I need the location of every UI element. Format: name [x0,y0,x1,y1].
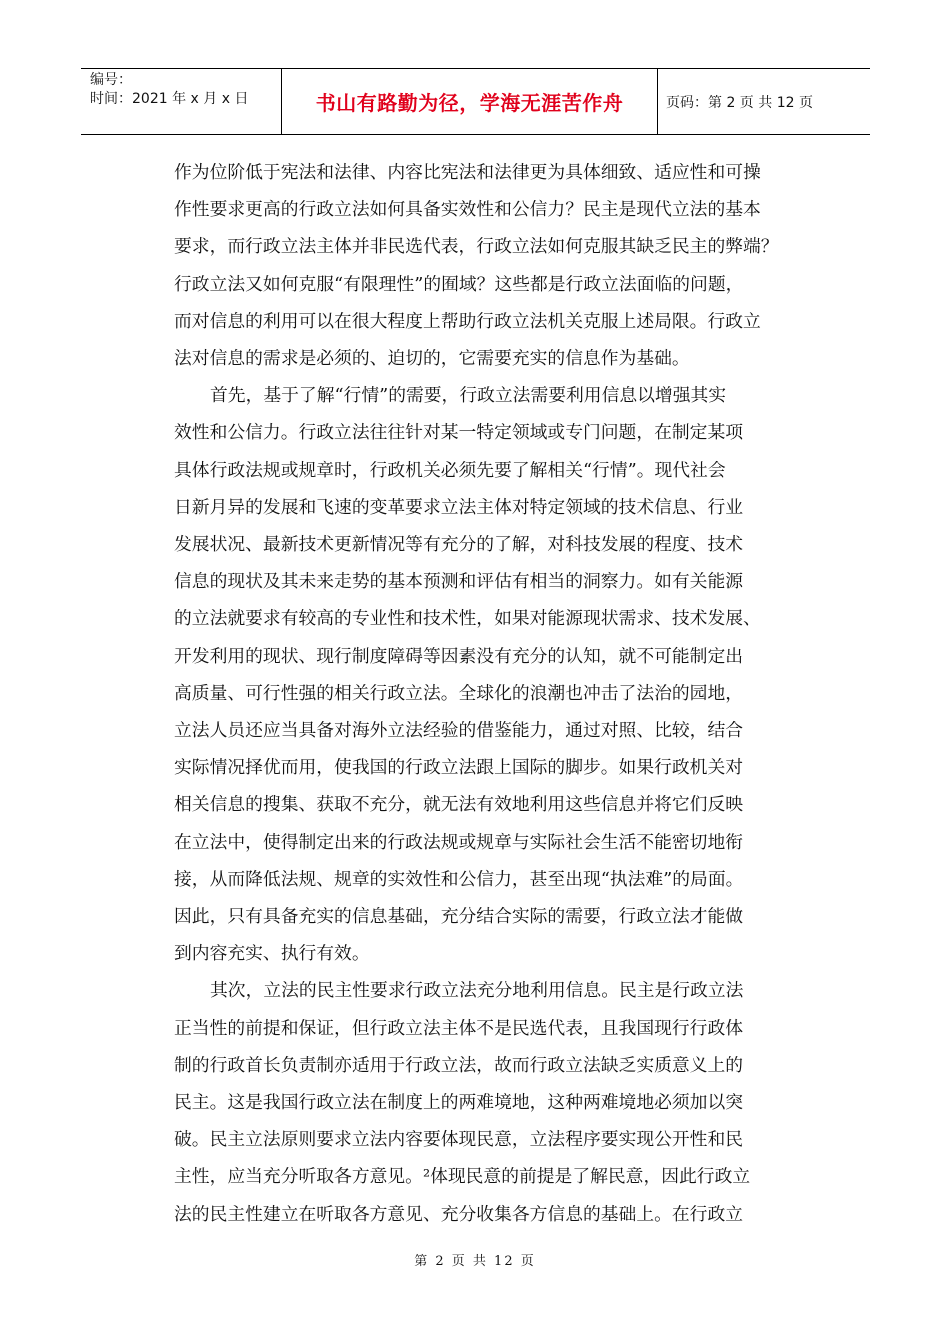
body-line: 民主。这是我国行政立法在制度上的两难境地，这种两难境地必须加以突 [174,1092,744,1114]
body-line: 实际情况择优而用，使我国的行政立法跟上国际的脚步。如果行政机关对 [174,757,744,779]
body-line: 制的行政首长负责制亦适用于行政立法，故而行政立法缺乏实质意义上的 [174,1054,744,1076]
body-line: 作性要求更高的行政立法如何具备实效性和公信力？民主是现代立法的基本 [174,199,761,221]
body-line: 效性和公信力。行政立法往往针对某一特定领域或专门问题，在制定某项 [174,422,744,444]
body-line: 开发利用的现状、现行制度障碍等因素没有充分的认知，就不可能制定出 [174,645,744,667]
body-line: 在立法中，使得制定出来的行政法规或规章与实际社会生活不能密切地衔 [174,831,744,853]
document-number-label: 编号： [90,72,132,88]
body-line: 信息的现状及其未来走势的基本预测和评估有相当的洞察力。如有关能源 [174,571,744,593]
paragraph-start-line: 首先，基于了解“行情”的需要，行政立法需要利用信息以增强其实 [210,385,727,407]
header-motto: 书山有路勤为径，学海无涯苦作舟 [281,69,658,134]
body-line: 破。民主立法原则要求立法内容要体现民意，立法程序要实现公开性和民 [174,1129,744,1151]
body-line: 到内容充实、执行有效。 [174,943,370,965]
body-line: 正当性的前提和保证，但行政立法主体不是民选代表，且我国现行行政体 [174,1017,744,1039]
body-line: 发展状况、最新技术更新情况等有充分的了解，对科技发展的程度、技术 [174,534,744,556]
body-line: 而对信息的利用可以在很大程度上帮助行政立法机关克服上述局限。行政立 [174,310,761,332]
body-line: 相关信息的搜集、获取不充分，就无法有效地利用这些信息并将它们反映 [174,794,744,816]
header-page-number: 页码：第 2 页 共 12 页 [666,94,813,111]
body-line: 具体行政法规或规章时，行政机关必须先要了解相关“行情”。现代社会 [174,459,726,481]
body-line: 要求，而行政立法主体并非民选代表，行政立法如何克服其缺乏民主的弊端？ [174,236,779,258]
body-line: 作为位阶低于宪法和法律、内容比宪法和法律更为具体细致、适应性和可操 [174,162,761,183]
body-line: 日新月异的发展和飞速的变革要求立法主体对特定领域的技术信息、行业 [174,496,744,518]
header-meta [81,69,281,134]
document-body [174,154,834,1233]
body-line: 因此，只有具备充实的信息基础，充分结合实际的需要，行政立法才能做 [174,906,744,928]
page-header [81,68,870,135]
body-line: 高质量、可行性强的相关行政立法。全球化的浪潮也冲击了法治的园地， [174,682,744,704]
page-footer: 第 2 页 共 12 页 [414,1254,536,1269]
paragraph-start-line: 其次，立法的民主性要求行政立法充分地利用信息。民主是行政立法 [210,980,744,1002]
body-line: 接，从而降低法规、规章的实效性和公信力，甚至出现“执法难”的局面。 [174,868,744,890]
document-date-label: 时间：2021 年 x 月 x 日 [90,91,249,107]
body-line: 法对信息的需求是必须的、迫切的，它需要充实的信息作为基础。 [174,348,690,370]
body-line: 法的民主性建立在听取各方意见、充分收集各方信息的基础上。在行政立 [174,1203,744,1225]
body-line: 的立法就要求有较高的专业性和技术性，如果对能源现状需求、技术发展、 [174,608,761,630]
body-line: 主性，应当充分听取各方意见。²体现民意的前提是了解民意，因此行政立 [174,1166,751,1188]
body-line: 立法人员还应当具备对海外立法经验的借鉴能力，通过对照、比较，结合 [174,720,744,742]
body-line: 行政立法又如何克服“有限理性”的囿域？这些都是行政立法面临的问题， [174,273,744,295]
